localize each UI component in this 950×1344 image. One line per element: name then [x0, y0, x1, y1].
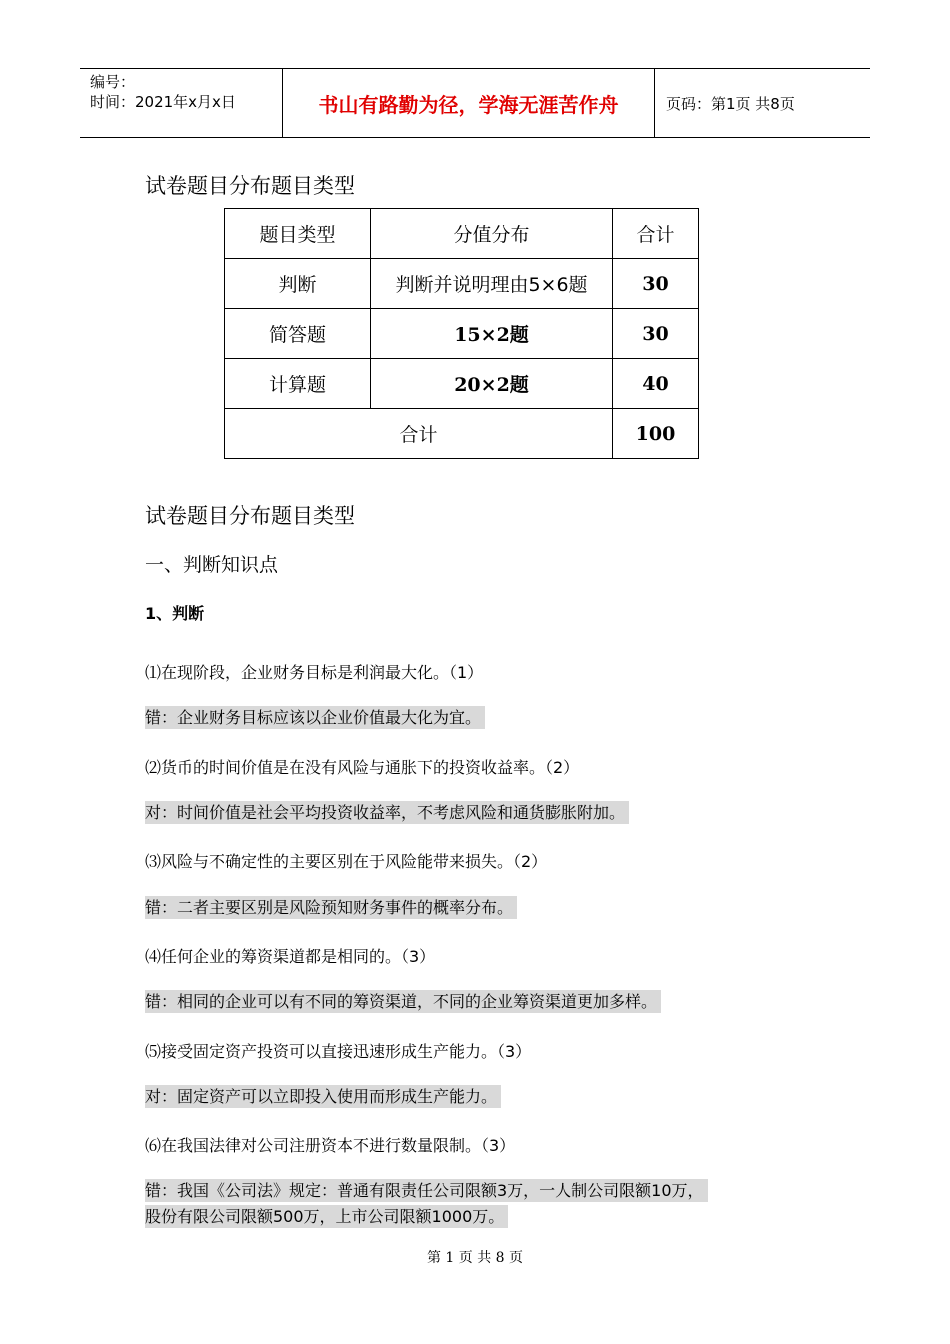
answer-item — [145, 895, 517, 921]
table-cell: 30 — [613, 309, 699, 359]
part-title: 一、判断知识点 — [145, 554, 279, 576]
table-header-row — [225, 209, 699, 259]
answer-item — [145, 989, 661, 1015]
table-row — [225, 309, 699, 359]
table-total-label: 合计 — [225, 409, 613, 459]
table-cell: 15×2题 — [371, 309, 613, 359]
header-page-info: 页码：第1页 共8页 — [666, 94, 795, 113]
table-cell: 20×2题 — [371, 359, 613, 409]
question-item: ⑶风险与不确定性的主要区别在于风险能带来损失。（2） — [145, 852, 548, 871]
answer-item — [145, 705, 485, 731]
table-header-cell: 题目类型 — [225, 209, 371, 259]
question-item: ⑹在我国法律对公司注册资本不进行数量限制。（3） — [145, 1136, 516, 1155]
table-cell: 30 — [613, 259, 699, 309]
table-row — [225, 359, 699, 409]
answer-item — [145, 1084, 501, 1110]
question-item: ⑴在现阶段，企业财务目标是利润最大化。（1） — [145, 663, 484, 682]
header-meta-cell — [80, 69, 283, 137]
answer-text: 错：二者主要区别是风险预知财务事件的概率分布。 — [145, 896, 517, 919]
table-row — [225, 259, 699, 309]
answer-text: 错：相同的企业可以有不同的筹资渠道，不同的企业筹资渠道更加多样。 — [145, 990, 661, 1013]
document-header — [80, 68, 870, 138]
subpart-title: 1、判断 — [145, 604, 205, 623]
header-motto: 书山有路勤为径，学海无涯苦作舟 — [283, 69, 655, 137]
number-label: 编号： — [90, 73, 136, 91]
question-item: ⑸接受固定资产投资可以直接迅速形成生产能力。（3） — [145, 1042, 532, 1061]
table-cell: 计算题 — [225, 359, 371, 409]
section-title: 试卷题目分布题目类型 — [145, 174, 355, 198]
score-distribution-table — [224, 208, 699, 459]
answer-text: 错：企业财务目标应该以企业价值最大化为宜。 — [145, 706, 485, 729]
table-header-cell: 分值分布 — [371, 209, 613, 259]
table-total-row — [225, 409, 699, 459]
table-cell: 判断 — [225, 259, 371, 309]
question-item: ⑵货币的时间价值是在没有风险与通胀下的投资收益率。（2） — [145, 758, 580, 777]
question-item: ⑷任何企业的筹资渠道都是相同的。（3） — [145, 947, 436, 966]
answer-item — [145, 1178, 708, 1204]
page-footer: 第 1 页 共 8 页 — [426, 1250, 524, 1266]
table-cell: 判断并说明理由5×6题 — [371, 259, 613, 309]
table-total-value: 100 — [613, 409, 699, 459]
answer-item-continued — [145, 1204, 508, 1230]
answer-text: 对：固定资产可以立即投入使用而形成生产能力。 — [145, 1085, 501, 1108]
answer-text: 对：时间价值是社会平均投资收益率，不考虑风险和通货膨胀附加。 — [145, 801, 629, 824]
answer-text: 股份有限公司限额500万，上市公司限额1000万。 — [145, 1205, 508, 1228]
table-cell: 简答题 — [225, 309, 371, 359]
answer-text: 错：我国《公司法》规定：普通有限责任公司限额3万，一人制公司限额10万， — [145, 1179, 708, 1202]
table-cell: 40 — [613, 359, 699, 409]
date-label: 时间：2021年x月x日 — [90, 93, 236, 111]
table-header-cell: 合计 — [613, 209, 699, 259]
section-title-2: 试卷题目分布题目类型 — [145, 504, 355, 528]
answer-item — [145, 800, 629, 826]
